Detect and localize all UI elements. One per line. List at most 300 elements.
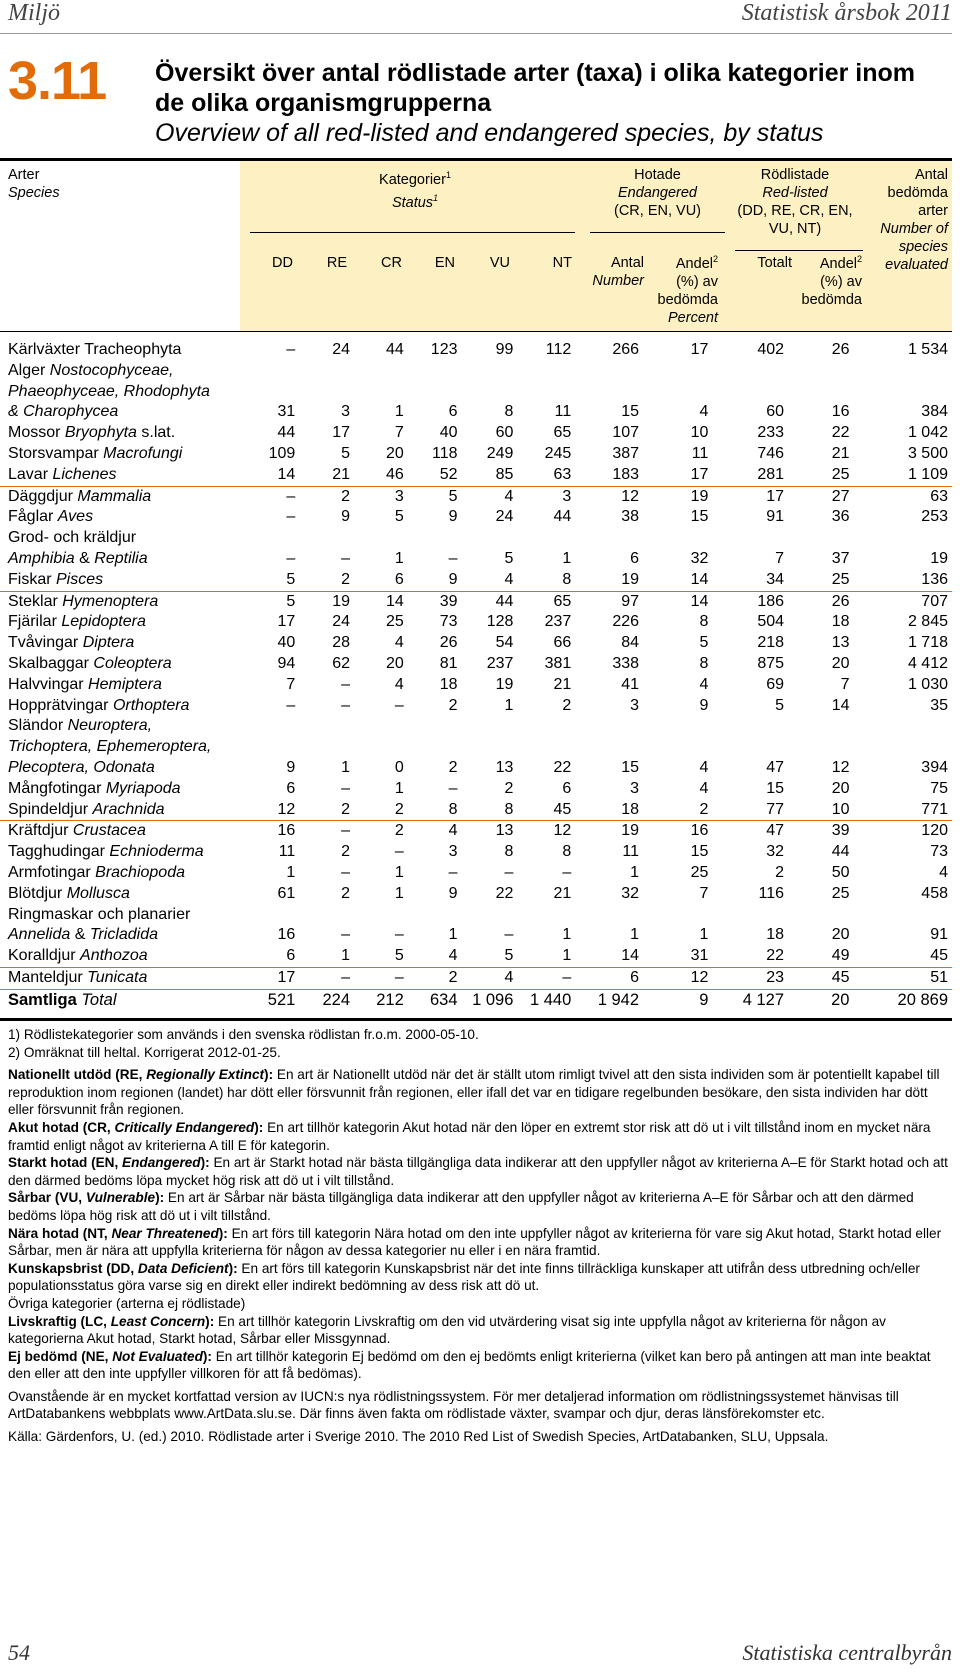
table-cell: 25 [788, 465, 853, 486]
definition-cr-text: En art tillhör kategorin Akut hotad när den löper en extremt stor risk att dö ut i vilt tillstånd inom en mycket nära framtid enligt något av kriterierna A till E för kategorin. [8, 1119, 931, 1153]
latin-name: Bryophyta [64, 424, 137, 442]
table-cell-empty [462, 382, 518, 403]
table-cell: 20 [831, 990, 850, 1009]
species-group-name [0, 696, 248, 717]
table-cell: 77 [712, 800, 788, 821]
table-cell: 14 [831, 696, 850, 714]
table-cell: 75 [930, 779, 948, 797]
latin-name: Pisces [56, 570, 104, 588]
footnote-1-marker-en: 1 [433, 192, 439, 203]
table-cell: 521 [267, 990, 296, 1009]
table-cell: 5 [448, 487, 458, 505]
table-cell: 69 [766, 675, 785, 693]
swedish-name: Tagghudingar [8, 843, 110, 861]
table-cell: – [341, 863, 351, 881]
table-cell: 6 [630, 549, 640, 567]
table-row-label-continuation [0, 737, 952, 758]
table-cell-empty [248, 382, 300, 403]
footnote-2: 2) Omräknat till heltal. Korrigerat 2012-01-25. [8, 1044, 281, 1060]
table-cell: 85 [462, 465, 518, 486]
table-cell-empty [575, 361, 643, 382]
table-cell: 31 [643, 946, 712, 967]
definition-dd-label: Kunskapsbrist (DD, Data Deficient): [8, 1260, 238, 1276]
table-cell: 23 [712, 967, 788, 989]
table-row [0, 946, 952, 967]
swedish-name: Blötdjur [8, 884, 67, 902]
table-cell: 1 [562, 549, 572, 567]
table-cell: 504 [757, 613, 785, 631]
table-cell-empty [643, 716, 712, 737]
table-cell: 237 [544, 613, 572, 631]
table-cell-empty [643, 737, 712, 758]
table-cell: – [341, 926, 351, 944]
table-cell: 2 [775, 863, 785, 881]
species-group-name [0, 402, 248, 423]
table-cell-empty [248, 361, 300, 382]
table-cell: 245 [544, 444, 572, 462]
table-cell: 15 [621, 758, 640, 776]
definition-label-english: Critically Endangered [114, 1119, 255, 1135]
table-cell: 26 [439, 634, 458, 652]
table-cell: 44 [553, 508, 572, 526]
table-cell: 32 [621, 884, 640, 902]
table-row [0, 654, 952, 675]
table-cell: 36 [831, 508, 850, 526]
latin-name: Mammalia [77, 487, 152, 505]
table-cell-empty [408, 737, 462, 758]
table-cell: 8 [562, 843, 572, 861]
swedish-name: Mossor [8, 424, 65, 442]
species-group-name [0, 340, 248, 361]
latin-name: Crustacea [72, 822, 146, 840]
table-row [0, 989, 952, 1010]
header-antal-sv: Antal [610, 255, 644, 271]
table-cell-empty [408, 382, 462, 403]
table-row [0, 402, 952, 423]
table-cell-empty [575, 737, 643, 758]
table-cell: 20 [385, 444, 404, 462]
definition-re-label: Nationellt utdöd (RE, Regionally Extinct): [8, 1067, 274, 1083]
table-cell: 5 [775, 696, 785, 714]
table-cell: – [394, 696, 404, 714]
table-cell: 16 [831, 403, 850, 421]
swedish-name: Manteldjur [8, 968, 88, 986]
species-table [0, 340, 952, 1011]
table-cell-empty [517, 905, 575, 926]
species-group-name [0, 863, 248, 884]
table-cell: 1 [286, 863, 296, 881]
table-cell: 9 [448, 884, 458, 902]
table-cell: – [286, 508, 296, 526]
table-cell: 8 [699, 654, 709, 672]
header-kategorier-en [330, 189, 500, 212]
table-cell: 9 [286, 758, 296, 776]
swedish-name: Halvvingar [8, 675, 89, 693]
table-cell: 4 [394, 634, 404, 652]
table-cell: 1 [562, 926, 572, 944]
table-cell: 5 [286, 592, 296, 610]
table-cell: – [517, 967, 575, 989]
table-cell: 18 [831, 613, 850, 631]
table-cell: 25 [831, 884, 850, 902]
table-cell: 91 [766, 508, 785, 526]
header-rule [0, 33, 952, 34]
table-cell: 2 [643, 800, 712, 821]
table-cell: 19 [621, 822, 640, 840]
table-cell: 6 [354, 570, 408, 591]
latin-name: Amphibia [8, 549, 75, 567]
table-cell: 39 [831, 822, 850, 840]
swedish-name: s.lat. [136, 424, 176, 442]
table-cell-empty [853, 737, 952, 758]
table-cell-empty [354, 716, 408, 737]
latin-name: Lepidoptera [61, 613, 146, 631]
latin-name: Macrofungi [103, 444, 183, 462]
table-cell: 65 [553, 592, 572, 610]
table-cell: 44 [277, 424, 296, 442]
table-cell: 26 [831, 341, 850, 358]
table-cell: 109 [268, 444, 296, 462]
swedish-name: Alger [8, 361, 50, 379]
latin-name: Annelida [8, 926, 71, 944]
table-bottom-rule [0, 1018, 952, 1021]
table-cell: 15 [621, 403, 640, 421]
table-cell: 94 [277, 654, 296, 672]
latin-name: Diptera [82, 634, 135, 652]
swedish-name: & [70, 926, 90, 944]
definition-nt-label: Nära hotad (NT, Near Threatened): [8, 1225, 228, 1241]
table-cell: 39 [439, 592, 458, 610]
table-cell: 1 [394, 549, 404, 567]
table-cell: 8 [699, 613, 709, 631]
table-cell: 237 [486, 654, 514, 672]
table-cell: 11 [622, 843, 640, 861]
table-cell-empty [853, 716, 952, 737]
running-head [0, 0, 960, 34]
table-cell: 7 [699, 884, 709, 902]
header-hotade [590, 166, 725, 220]
table-cell: 14 [575, 946, 643, 967]
swedish-name: Fåglar [8, 508, 58, 526]
table-cell: 49 [788, 946, 853, 967]
species-group-name [0, 465, 248, 486]
table-cell: 24 [495, 508, 514, 526]
table-row [0, 423, 952, 444]
table-cell: 218 [757, 634, 785, 652]
table-cell: 13 [495, 758, 514, 776]
table-cell: 19 [690, 487, 709, 505]
table-cell-empty [575, 716, 643, 737]
table-cell: 1 534 [907, 341, 948, 358]
table-cell: 387 [612, 444, 640, 462]
table-cell: 8 [408, 800, 462, 821]
table-cell: 22 [553, 758, 572, 776]
table-cell: 224 [322, 990, 351, 1009]
table-cell: 15 [690, 843, 709, 861]
table-cell: 1 030 [907, 675, 948, 693]
species-group-name [0, 737, 248, 758]
table-cell: 226 [612, 613, 640, 631]
species-group-name [0, 779, 248, 800]
header-species-sv: Arter [8, 167, 40, 183]
table-cell: – [341, 779, 351, 797]
table-cell: 120 [921, 822, 948, 840]
table-cell: 11 [554, 403, 572, 421]
table-cell: 32 [690, 549, 709, 567]
table-cell: 2 [341, 843, 351, 861]
table-cell: 281 [712, 465, 788, 486]
table-cell-empty [853, 528, 952, 549]
table-cell: 20 [831, 926, 850, 944]
latin-name: Anthozoa [80, 947, 148, 965]
definition-en [8, 1154, 948, 1189]
table-cell: 8 [517, 570, 575, 591]
table-cell-empty [248, 716, 300, 737]
header-andel-sv [648, 250, 718, 273]
table-cell-empty [788, 382, 853, 403]
table-cell: 12 [248, 800, 300, 821]
table-cell-empty [517, 528, 575, 549]
table-cell: 4 [504, 487, 514, 505]
table-cell: 17 [277, 613, 296, 631]
definition-ne [8, 1348, 948, 1383]
table-cell: 7 [775, 549, 785, 567]
table-row [0, 863, 952, 884]
footnote-1-marker: 1 [445, 170, 451, 180]
table-cell: 65 [553, 424, 572, 442]
table-cell: 15 [690, 508, 709, 526]
swedish-name: Koralldjur [8, 947, 81, 965]
table-cell: 25 [788, 570, 853, 591]
table-cell: 4 [699, 675, 709, 693]
table-cell: 44 [831, 843, 850, 861]
table-cell-empty [299, 382, 354, 403]
table-cell: – [286, 341, 296, 358]
definition-cr [8, 1119, 948, 1154]
table-cell: 2 [448, 696, 458, 714]
species-group-name [0, 382, 248, 403]
table-cell: 4 [699, 758, 709, 776]
header-andel-r-2: (%) av [820, 273, 862, 290]
table-cell: 47 [766, 822, 785, 840]
table-row [0, 507, 952, 528]
species-group-name [0, 946, 248, 967]
table-row [0, 779, 952, 800]
table-cell-empty [408, 361, 462, 382]
table-cell: 2 [408, 967, 462, 989]
table-cell: 4 [408, 946, 462, 967]
table-cell: 13 [495, 822, 514, 840]
table-row [0, 842, 952, 863]
table-cell: 186 [757, 592, 785, 610]
table-cell: 233 [757, 424, 785, 442]
header-evaluated-2: species [898, 239, 948, 255]
species-group-name [0, 423, 248, 444]
table-cell: 9 [699, 696, 709, 714]
table-cell: 4 [462, 967, 518, 989]
table-cell: 27 [831, 487, 850, 505]
table-cell: 18 [575, 800, 643, 821]
table-cell-empty [517, 716, 575, 737]
table-cell: 20 [831, 779, 850, 797]
table-cell-empty [575, 528, 643, 549]
table-cell: 123 [430, 341, 458, 358]
table-cell: 3 [562, 487, 572, 505]
table-cell: 17 [643, 465, 712, 486]
table-row [0, 444, 952, 465]
table-cell-empty [643, 528, 712, 549]
table-cell: – [504, 926, 514, 944]
table-cell: 3 500 [907, 444, 948, 462]
table-cell: 63 [930, 487, 948, 505]
table-cell: 2 [299, 800, 354, 821]
table-cell-empty [788, 361, 853, 382]
table-cell: 46 [354, 465, 408, 486]
table-cell: 16 [277, 822, 296, 840]
table-cell: 7 [840, 675, 850, 693]
table-cell: 6 [575, 967, 643, 989]
latin-name: Trichoptera, Ephemeroptera, [8, 738, 212, 756]
table-cell: 384 [921, 403, 948, 421]
table-cell: 25 [690, 863, 709, 881]
table-cell: 9 [448, 508, 458, 526]
table-row [0, 612, 952, 633]
swedish-name: Samtliga [8, 990, 82, 1009]
table-cell-empty [462, 716, 518, 737]
table-cell: 18 [766, 926, 785, 944]
table-cell: 2 [299, 570, 354, 591]
table-cell: 107 [612, 424, 640, 442]
table-row [0, 549, 952, 570]
latin-name: Brachiopoda [95, 863, 185, 881]
table-cell: 8 [504, 843, 514, 861]
definition-lc-text: En art tillhör kategorin Livskraftig om den vid utvärdering visat sig inte uppfylla något av kriterierna för någon av kategorierna Akut hotad, Starkt hotad, Sårbar eller Missgynnad. [8, 1313, 886, 1347]
footnotes [8, 1026, 948, 1446]
table-cell: 10 [690, 424, 709, 442]
species-group-name [0, 570, 248, 591]
table-cell-empty [712, 737, 788, 758]
header-andel-label: Andel [675, 255, 713, 272]
table-cell: 52 [408, 465, 462, 486]
table-cell: 118 [431, 444, 458, 462]
table-row [0, 758, 952, 779]
table-cell: 11 [691, 444, 709, 462]
table-cell: 5 [354, 946, 408, 967]
table-cell-empty [462, 361, 518, 382]
table-cell-empty [354, 737, 408, 758]
table-row [0, 633, 952, 654]
latin-name: Lichenes [52, 465, 117, 483]
publisher-name: Statistiska centralbyrån [742, 1640, 952, 1665]
table-cell: 1 [394, 779, 404, 797]
table-cell: 34 [712, 570, 788, 591]
header-col-en: EN [434, 255, 455, 271]
definition-nt-text: En art förs till kategorin Nära hotad om den inte uppfyller något av kriterierna för vare sig Akut hotad, Starkt hotad eller Sårbar, men är nära att uppfylla kriterierna för någon av dessa kategorier nu eller i en nära framtid. [8, 1225, 942, 1259]
table-cell: 4 [939, 863, 948, 881]
table-cell: 28 [332, 634, 351, 652]
table-cell-empty [248, 905, 300, 926]
table-cell-empty [788, 737, 853, 758]
table-cell: 19 [495, 675, 514, 693]
table-cell: 1 096 [472, 990, 514, 1009]
table-cell: 22 [495, 884, 514, 902]
table-cell-empty [575, 382, 643, 403]
table-cell-empty [853, 382, 952, 403]
table-cell: 2 [341, 487, 351, 505]
swedish-name: Ringmaskar och planarier [8, 905, 191, 923]
table-cell: 22 [712, 946, 788, 967]
table-cell: – [299, 967, 354, 989]
table-cell: 44 [495, 592, 514, 610]
header-kategorier-label: Kategorier [379, 171, 446, 188]
header-kategorier-rule [250, 232, 575, 233]
swedish-name: Fjärilar [8, 613, 62, 631]
table-cell-empty [712, 716, 788, 737]
species-group-name [0, 654, 248, 675]
table-cell-empty [643, 905, 712, 926]
table-cell: 61 [277, 884, 296, 902]
table-cell: 5 [248, 570, 300, 591]
table-cell: 9 [341, 508, 351, 526]
table-cell: 73 [439, 613, 458, 631]
table-row-label-continuation [0, 716, 952, 737]
swedish-name: Tracheophyta [84, 341, 182, 358]
table-row [0, 591, 952, 612]
table-cell-empty [462, 905, 518, 926]
table-cell: – [448, 779, 458, 797]
table-cell: – [562, 863, 572, 881]
table-cell: – [394, 926, 404, 944]
table-cell: 1 [699, 926, 709, 944]
table-cell: 5 [462, 946, 518, 967]
latin-name: Myriapoda [105, 779, 181, 797]
table-cell-empty [788, 716, 853, 737]
swedish-name: Skalbaggar [8, 654, 94, 672]
table-cell: 3 [394, 487, 404, 505]
definition-nt [8, 1225, 948, 1260]
swedish-name: Storsvampar [8, 444, 104, 462]
swedish-name: Kärlväxter [8, 341, 85, 358]
table-cell: – [341, 696, 351, 714]
header-antal-bedomda-3: arter [918, 203, 948, 219]
table-cell: 253 [921, 508, 948, 526]
source-note: Källa: Gärdenfors, U. (ed.) 2010. Rödlistade arter i Sverige 2010. The 2010 Red List of Swedish Species, ArtDatabanken, SLU, Uppsala. [8, 1429, 829, 1445]
table-cell: – [286, 549, 296, 567]
latin-name: Aves [57, 508, 94, 526]
definition-lc [8, 1313, 948, 1348]
definition-dd [8, 1260, 948, 1295]
table-cell: – [448, 549, 458, 567]
table-cell: 60 [495, 424, 514, 442]
latin-name: Neuroptera, [67, 717, 153, 735]
table-cell: 24 [332, 613, 351, 631]
header-andel-en: Percent [668, 309, 718, 326]
table-cell: 12 [621, 487, 640, 505]
table-cell-empty [354, 361, 408, 382]
table-cell: 21 [299, 465, 354, 486]
table-cell: 4 [699, 779, 709, 797]
table-cell: 38 [621, 508, 640, 526]
table-cell: 4 [394, 675, 404, 693]
species-group-name [0, 528, 248, 549]
header-andel-2: (%) av [676, 273, 718, 290]
header-rodlistade-sv: Rödlistade [760, 167, 830, 183]
table-row [0, 340, 952, 361]
latin-name: Tricladida [89, 926, 159, 944]
table-cell-empty [517, 382, 575, 403]
table-cell: 66 [553, 634, 572, 652]
header-kategorier [330, 166, 500, 212]
